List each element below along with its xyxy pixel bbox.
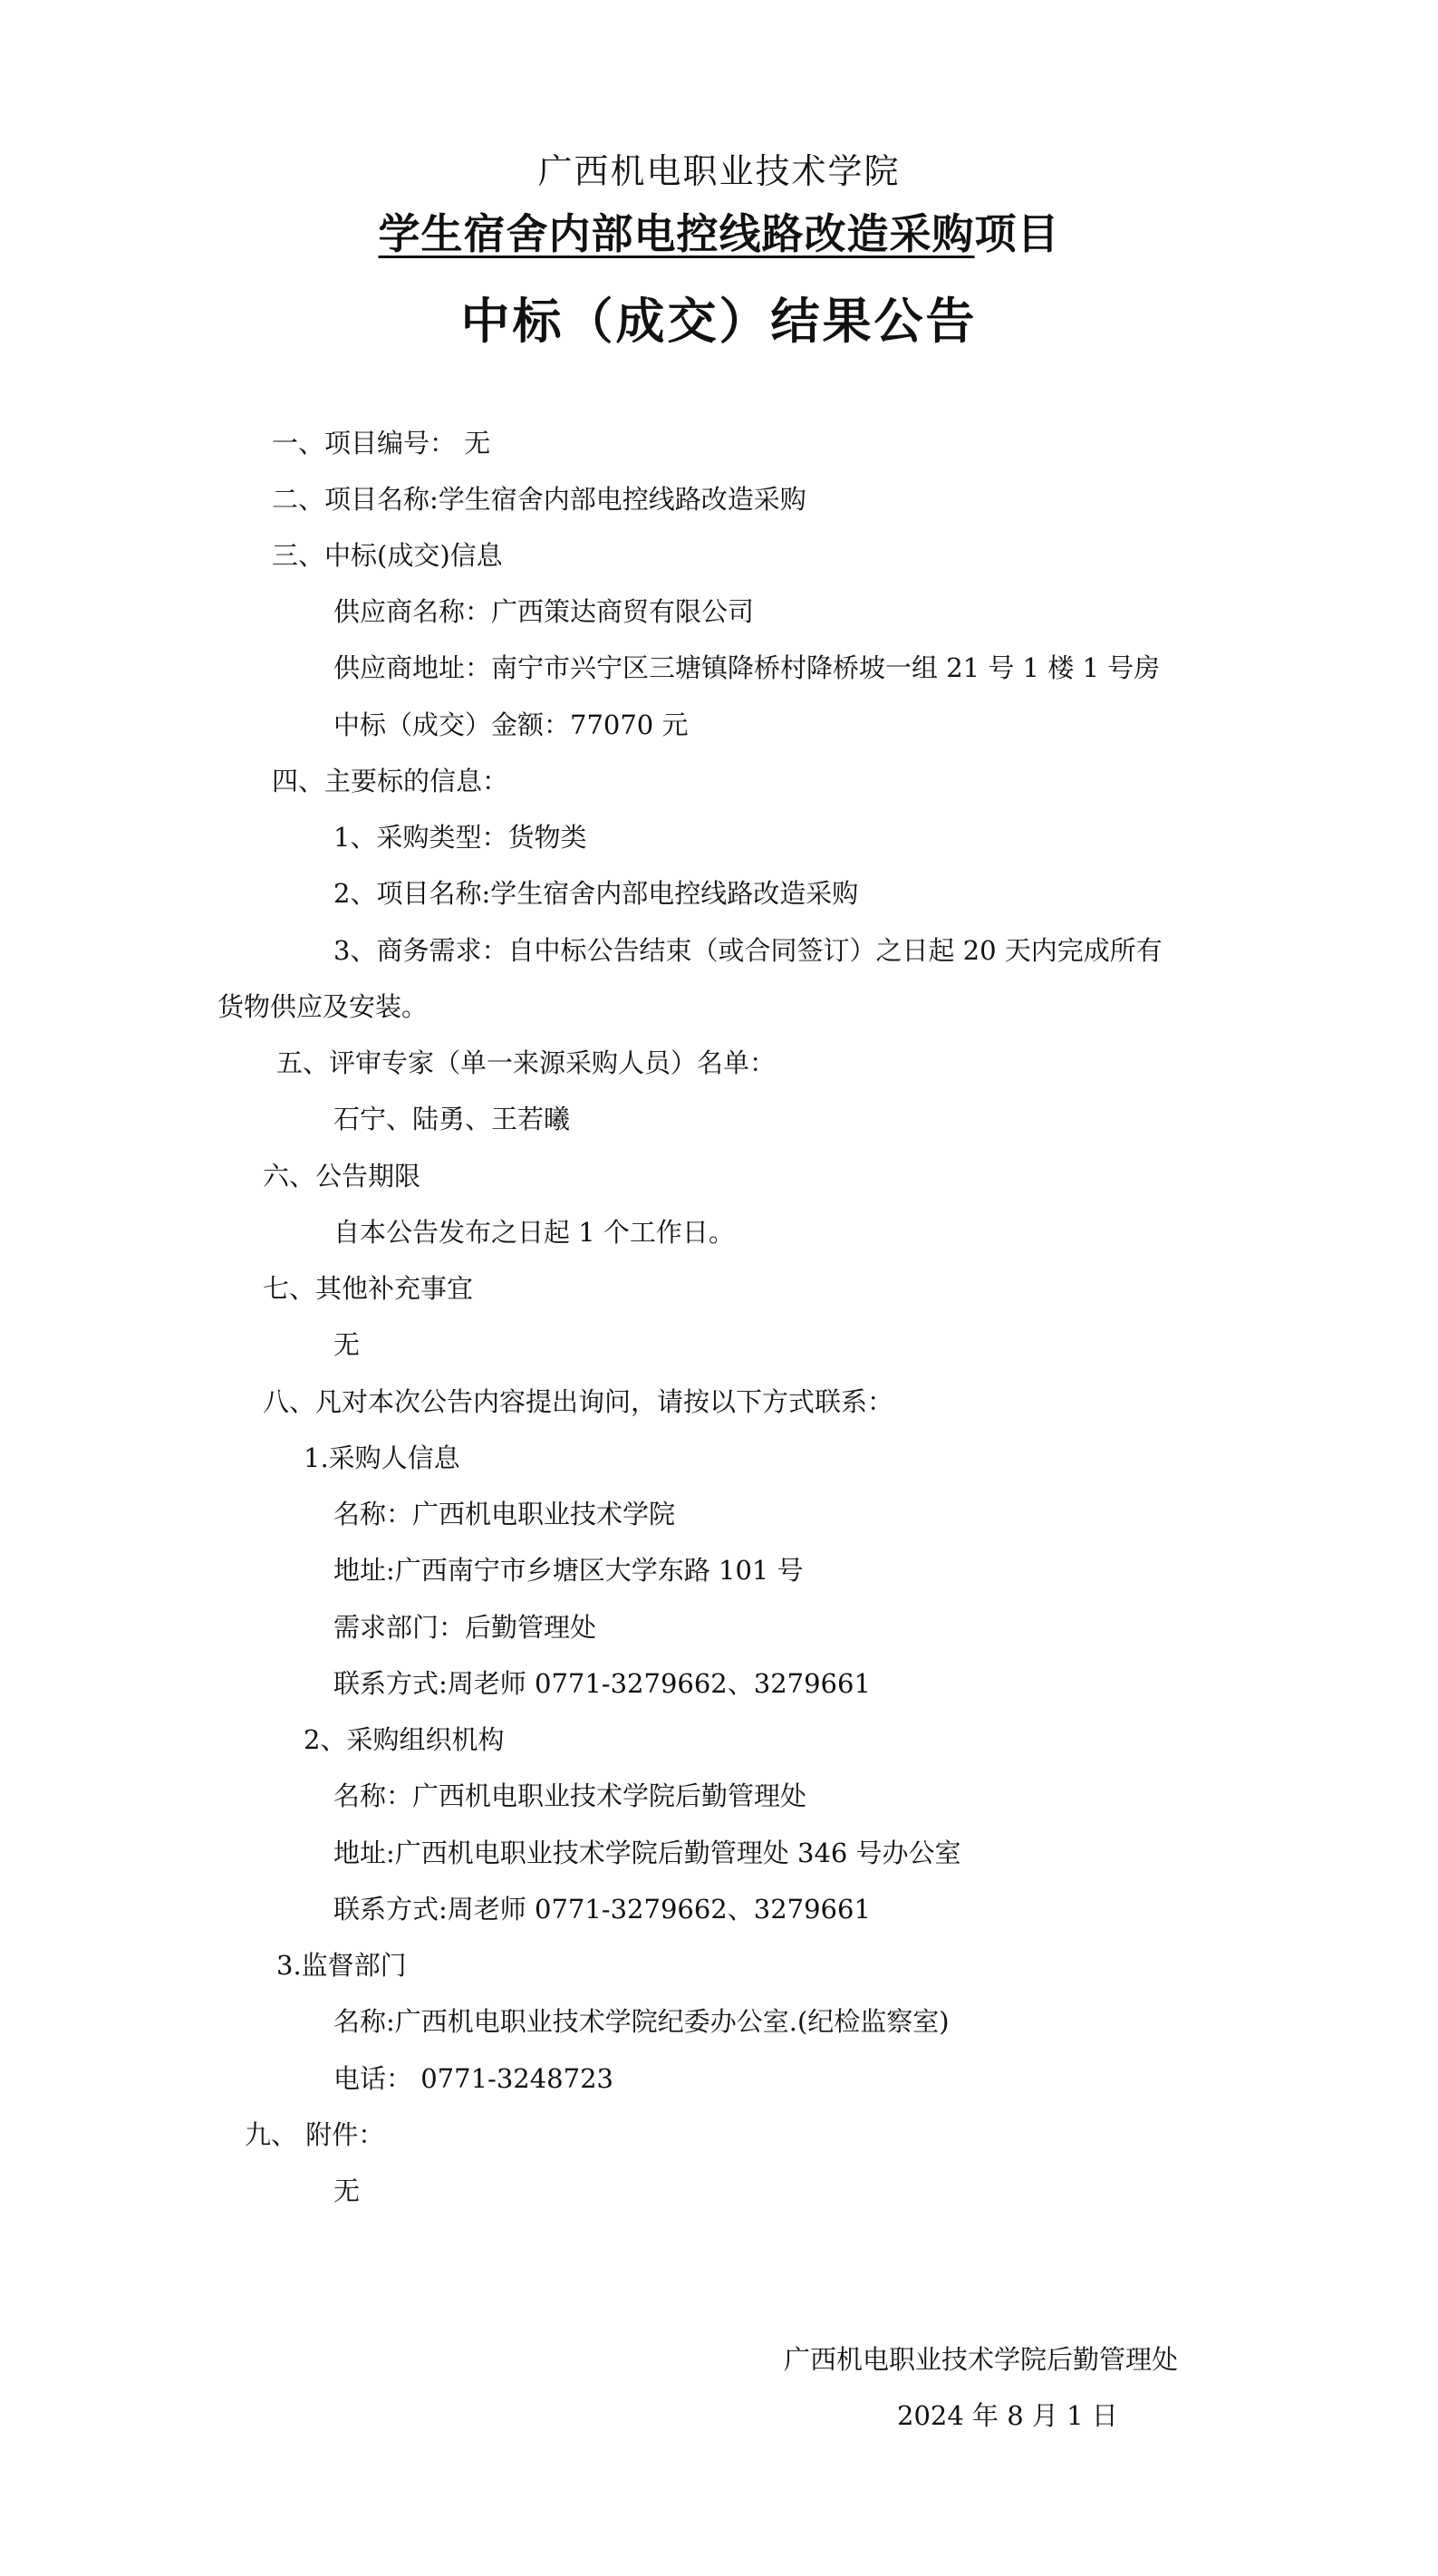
section-7-heading: 七、其他补充事宜 bbox=[263, 1273, 474, 1304]
project-title-underlined: 学生宿舍内部电控线路改造采购 bbox=[378, 209, 975, 258]
notice-period-text: 自本公告发布之日起 1 个工作日。 bbox=[333, 1217, 735, 1248]
section-1-project-number: 一、项目编号： 无 bbox=[272, 428, 491, 458]
project-title bbox=[0, 201, 1438, 261]
purchaser-contact: 联系方式:周老师 0771-3279662、3279661 bbox=[333, 1668, 871, 1699]
section-2-project-name: 二、项目名称:学生宿舍内部电控线路改造采购 bbox=[272, 484, 806, 515]
supervision-name: 名称:广西机电职业技术学院纪委办公室.(纪检监察室) bbox=[333, 2006, 950, 2037]
section-9-heading: 九、 附件： bbox=[245, 2119, 385, 2150]
agency-address: 地址:广西机电职业技术学院后勤管理处 346 号办公室 bbox=[333, 1838, 961, 1868]
org-title: 广西机电职业技术学院 bbox=[537, 151, 901, 191]
expert-names: 石宁、陆勇、王若曦 bbox=[333, 1104, 571, 1134]
section-4-heading: 四、主要标的信息： bbox=[272, 766, 509, 796]
purchaser-name: 名称：广西机电职业技术学院 bbox=[333, 1499, 676, 1529]
supplementary-text: 无 bbox=[333, 1329, 361, 1360]
section-8-heading: 八、凡对本次公告内容提出询问，请按以下方式联系： bbox=[263, 1386, 894, 1417]
business-requirement: 3、商务需求：自中标公告结束（或合同签订）之日起 20 天内完成所有 bbox=[333, 935, 1163, 966]
supplier-name: 供应商名称：广西策达商贸有限公司 bbox=[333, 596, 755, 627]
announcement-title: 中标（成交）结果公告 bbox=[460, 293, 978, 350]
item-project-name: 2、项目名称:学生宿舍内部电控线路改造采购 bbox=[333, 878, 859, 909]
award-amount: 中标（成交）金额：77070 元 bbox=[333, 709, 689, 740]
procurement-type: 1、采购类型：货物类 bbox=[333, 822, 587, 853]
section-6-heading: 六、公告期限 bbox=[263, 1161, 421, 1192]
purchaser-address: 地址:广西南宁市乡塘区大学东路 101 号 bbox=[333, 1555, 804, 1586]
section-3-heading: 三、中标(成交)信息 bbox=[272, 540, 503, 571]
supervision-phone: 电话： 0771-3248723 bbox=[333, 2063, 613, 2094]
supervision-heading: 3.监督部门 bbox=[276, 1950, 407, 1981]
purchaser-info-heading: 1.采购人信息 bbox=[304, 1442, 460, 1473]
issuer-signature: 广西机电职业技术学院后勤管理处 bbox=[784, 2344, 1179, 2375]
section-5-heading: 五、评审专家（单一来源采购人员）名单： bbox=[276, 1047, 777, 1078]
agency-name: 名称：广西机电职业技术学院后勤管理处 bbox=[333, 1780, 807, 1811]
attachment-text: 无 bbox=[333, 2176, 361, 2206]
project-title-suffix: 项目 bbox=[974, 209, 1060, 258]
purchaser-department: 需求部门：后勤管理处 bbox=[333, 1612, 597, 1643]
agency-heading: 2、采购组织机构 bbox=[304, 1724, 505, 1755]
supplier-address: 供应商地址：南宁市兴宁区三塘镇降桥村降桥坡一组 21 号 1 楼 1 号房 bbox=[333, 652, 1161, 683]
agency-contact: 联系方式:周老师 0771-3279662、3279661 bbox=[333, 1894, 871, 1925]
issue-date: 2024 年 8 月 1 日 bbox=[897, 2400, 1118, 2431]
business-requirement-cont: 货物供应及安装。 bbox=[217, 991, 429, 1022]
